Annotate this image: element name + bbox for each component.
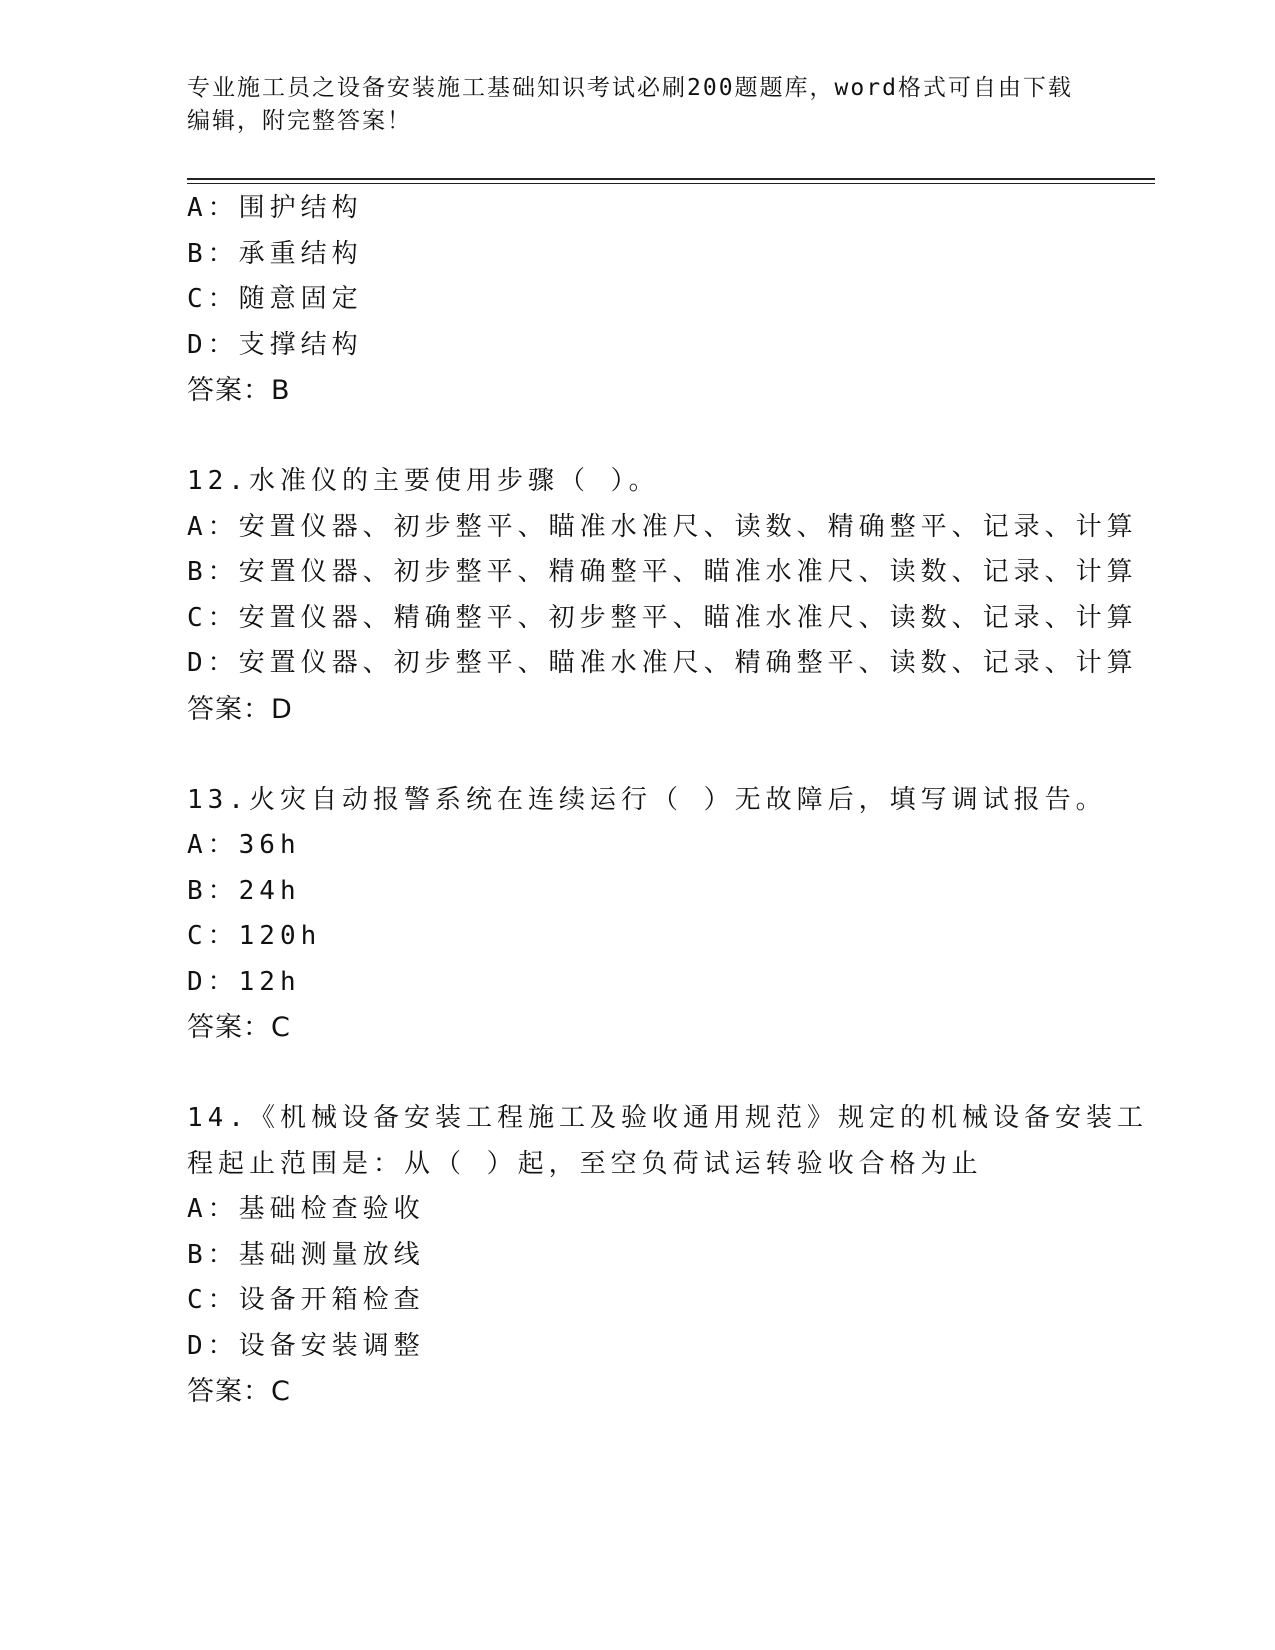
option-b: B：基础测量放线 (187, 1239, 425, 1270)
option-d: D：支撑结构 (187, 329, 363, 360)
question-stem: 12.水准仪的主要使用步骤（ ）。 (187, 466, 660, 496)
option-a: A：安置仪器、初步整平、瞄准水准尺、读数、精确整平、记录、计算 (187, 511, 1138, 542)
option-c: C：120h (187, 921, 322, 951)
option-a: A：围护结构 (187, 193, 363, 223)
question-11 (187, 186, 1147, 414)
question-stem: 13.火灾自动报警系统在连续运行（ ）无故障后，填写调试报告。 (187, 784, 1107, 815)
header-divider (187, 178, 1155, 184)
answer-line: 答案：B (187, 375, 291, 406)
spacer (187, 1051, 1147, 1097)
option-d: D：设备安装调整 (187, 1330, 425, 1361)
option-a: A：基础检查验收 (187, 1194, 425, 1224)
answer-line: 答案：C (187, 1012, 291, 1043)
option-c: C：设备开箱检查 (187, 1285, 425, 1315)
document-header (187, 72, 1073, 138)
question-13 (187, 778, 1147, 1051)
question-stem-line-2: 程起止范围是：从（ ）起，至空负荷试运转验收合格为止 (187, 1148, 983, 1179)
option-b: B：承重结构 (187, 238, 363, 269)
spacer (187, 414, 1147, 460)
option-b: B：24h (187, 875, 301, 906)
question-stem-line-1: 14.《机械设备安装工程施工及验收通用规范》规定的机械设备安装工 (187, 1103, 1148, 1133)
option-b: B：安置仪器、初步整平、精确整平、瞄准水准尺、读数、记录、计算 (187, 557, 1138, 587)
option-c: C：安置仪器、精确整平、初步整平、瞄准水准尺、读数、记录、计算 (187, 602, 1138, 633)
option-a: A：36h (187, 830, 301, 860)
spacer (187, 732, 1147, 778)
question-12 (187, 459, 1147, 732)
header-title-line-1: 专业施工员之设备安装施工基础知识考试必刷200题题库，word格式可自由下载 (187, 75, 1073, 101)
answer-line: 答案：C (187, 1376, 291, 1407)
question-14 (187, 1096, 1147, 1415)
option-d: D：12h (187, 966, 301, 997)
option-c: C：随意固定 (187, 284, 363, 314)
option-d: D：安置仪器、初步整平、瞄准水准尺、精确整平、读数、记录、计算 (187, 648, 1138, 678)
header-title-line-2: 编辑，附完整答案！ (187, 108, 412, 134)
question-list (187, 186, 1147, 1415)
answer-line: 答案：D (187, 693, 293, 725)
